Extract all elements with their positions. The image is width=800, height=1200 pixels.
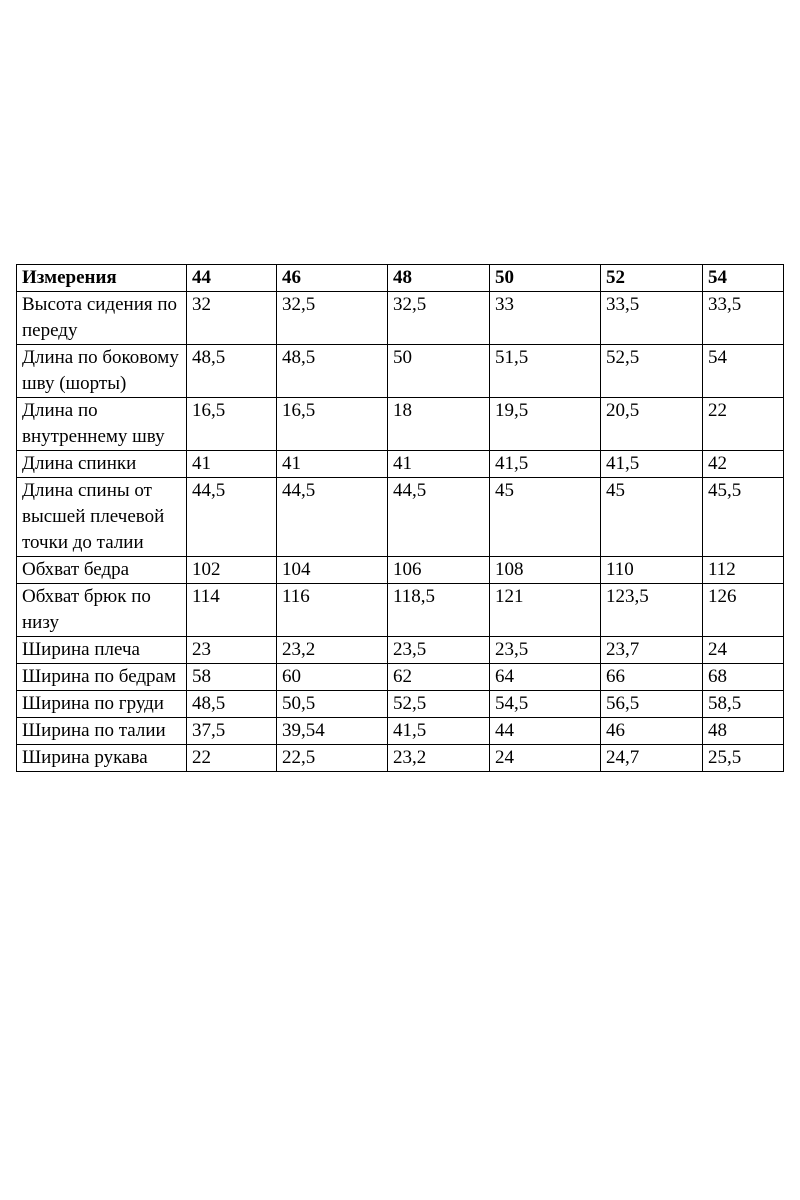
table-cell: 33,5 (601, 292, 703, 345)
table-cell: 23,2 (277, 637, 388, 664)
table-cell: 52,5 (388, 691, 490, 718)
table-cell: 33,5 (703, 292, 784, 345)
table-cell: 22 (187, 745, 277, 772)
table-cell: 16,5 (277, 398, 388, 451)
table-cell: 19,5 (490, 398, 601, 451)
table-cell: 108 (490, 557, 601, 584)
header-size-50: 50 (490, 265, 601, 292)
row-label: Ширина по бедрам (17, 664, 187, 691)
table-cell: 41 (187, 451, 277, 478)
table-cell: 45 (601, 478, 703, 557)
table-cell: 23,5 (388, 637, 490, 664)
table-cell: 64 (490, 664, 601, 691)
row-label: Обхват брюк по низу (17, 584, 187, 637)
table-cell: 121 (490, 584, 601, 637)
table-cell: 18 (388, 398, 490, 451)
table-cell: 22 (703, 398, 784, 451)
table-row (17, 718, 784, 745)
row-label: Ширина плеча (17, 637, 187, 664)
table-cell: 32,5 (277, 292, 388, 345)
table-cell: 110 (601, 557, 703, 584)
table-cell: 24 (490, 745, 601, 772)
table-row (17, 398, 784, 451)
header-size-46: 46 (277, 265, 388, 292)
table-cell: 41,5 (601, 451, 703, 478)
table-cell: 118,5 (388, 584, 490, 637)
header-size-44: 44 (187, 265, 277, 292)
table-row (17, 345, 784, 398)
table-cell: 106 (388, 557, 490, 584)
table-cell: 51,5 (490, 345, 601, 398)
table-row (17, 691, 784, 718)
table-cell: 41,5 (490, 451, 601, 478)
header-size-54: 54 (703, 265, 784, 292)
table-cell: 48 (703, 718, 784, 745)
table-cell: 33 (490, 292, 601, 345)
table-row (17, 637, 784, 664)
table-cell: 102 (187, 557, 277, 584)
row-label: Длина по внутреннему шву (17, 398, 187, 451)
row-label: Длина по боковому шву (шорты) (17, 345, 187, 398)
table-cell: 50,5 (277, 691, 388, 718)
table-cell: 48,5 (187, 691, 277, 718)
table-cell: 44,5 (187, 478, 277, 557)
table-cell: 66 (601, 664, 703, 691)
table-cell: 23,7 (601, 637, 703, 664)
row-label: Высота сидения по переду (17, 292, 187, 345)
table-row (17, 478, 784, 557)
row-label: Длина спинки (17, 451, 187, 478)
table-cell: 39,54 (277, 718, 388, 745)
table-cell: 58 (187, 664, 277, 691)
table-cell: 104 (277, 557, 388, 584)
table-cell: 23,2 (388, 745, 490, 772)
table-cell: 44,5 (388, 478, 490, 557)
table-cell: 22,5 (277, 745, 388, 772)
table-cell: 68 (703, 664, 784, 691)
table-cell: 23,5 (490, 637, 601, 664)
table-cell: 54 (703, 345, 784, 398)
table-cell: 54,5 (490, 691, 601, 718)
table-row (17, 451, 784, 478)
table-cell: 52,5 (601, 345, 703, 398)
table-cell: 62 (388, 664, 490, 691)
table-cell: 25,5 (703, 745, 784, 772)
table-cell: 45 (490, 478, 601, 557)
header-row (17, 265, 784, 292)
table-cell: 44,5 (277, 478, 388, 557)
table-row (17, 292, 784, 345)
size-chart-table (16, 264, 784, 772)
table-row (17, 664, 784, 691)
table-cell: 48,5 (277, 345, 388, 398)
table-cell: 41,5 (388, 718, 490, 745)
row-label: Длина спины от высшей плечевой точки до талии (17, 478, 187, 557)
table-cell: 32 (187, 292, 277, 345)
table-row (17, 745, 784, 772)
table-cell: 60 (277, 664, 388, 691)
table-cell: 41 (277, 451, 388, 478)
table-cell: 24,7 (601, 745, 703, 772)
row-label: Ширина по талии (17, 718, 187, 745)
table-cell: 41 (388, 451, 490, 478)
table-cell: 58,5 (703, 691, 784, 718)
table-cell: 44 (490, 718, 601, 745)
table-cell: 42 (703, 451, 784, 478)
table-cell: 37,5 (187, 718, 277, 745)
row-label: Ширина рукава (17, 745, 187, 772)
table-header (17, 265, 784, 292)
table-cell: 16,5 (187, 398, 277, 451)
table-cell: 126 (703, 584, 784, 637)
table-cell: 48,5 (187, 345, 277, 398)
table-cell: 56,5 (601, 691, 703, 718)
table-cell: 114 (187, 584, 277, 637)
header-size-48: 48 (388, 265, 490, 292)
table-cell: 24 (703, 637, 784, 664)
table-cell: 50 (388, 345, 490, 398)
table-cell: 46 (601, 718, 703, 745)
header-size-52: 52 (601, 265, 703, 292)
table-cell: 32,5 (388, 292, 490, 345)
table-cell: 23 (187, 637, 277, 664)
table-cell: 112 (703, 557, 784, 584)
table-body (17, 292, 784, 772)
table-row (17, 584, 784, 637)
table-cell: 116 (277, 584, 388, 637)
header-measurements: Измерения (17, 265, 187, 292)
row-label: Обхват бедра (17, 557, 187, 584)
row-label: Ширина по груди (17, 691, 187, 718)
table-cell: 20,5 (601, 398, 703, 451)
table-row (17, 557, 784, 584)
table-cell: 123,5 (601, 584, 703, 637)
table-cell: 45,5 (703, 478, 784, 557)
